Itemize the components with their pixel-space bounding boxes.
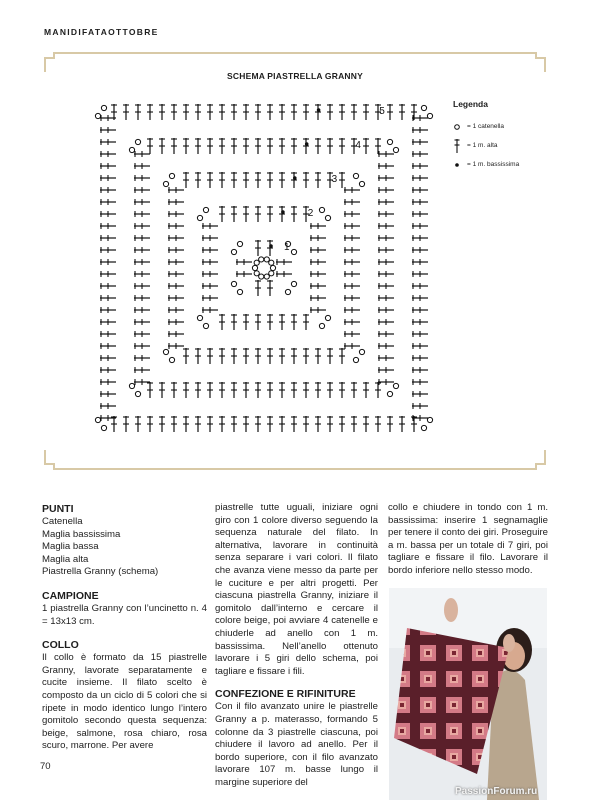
chain-symbol	[169, 357, 174, 362]
chain-symbol	[353, 173, 358, 178]
punti-heading: PUNTI	[42, 503, 74, 515]
punti-item: Maglia bassissima	[42, 528, 121, 540]
chain-symbol	[359, 349, 364, 354]
chain-symbol	[237, 241, 242, 246]
chain-symbol	[359, 181, 364, 186]
punti-item: Maglia bassa	[42, 541, 99, 553]
legend-label-double-crochet: = 1 m. alta	[467, 142, 498, 149]
chain-symbol	[169, 173, 174, 178]
punti-item: Catenella	[42, 516, 83, 527]
column-middle	[215, 502, 378, 789]
collo-text: Il collo è formato da 15 piastrelle Granny, lavorate separatamente e cucite insieme. Il filato scelto è composto da un ciclo di 5 colori che si ripete in modo identico lungo l’intero gomitolo secondo questa sequenza: beige, salmone, rosa chiaro, rosa scuro, marrone. Per avere	[42, 652, 207, 752]
chain-symbol	[325, 315, 330, 320]
chain-symbol	[325, 215, 330, 220]
chain-symbol	[270, 265, 275, 270]
campione-heading: CAMPIONE	[42, 589, 99, 602]
chain-symbol	[387, 391, 392, 396]
slip-stitch-symbol	[317, 108, 321, 112]
chain-symbol	[285, 289, 290, 294]
confezione-text-continued: collo e chiudere in tondo con 1 m. bassissima: inserire 1 segnamaglie per tenere il conto dei giri. Proseguire a m. bassa per un totale di 7 giri, poi tagliare e fissare il filo. Lavorare il bordo inferiore nello stesso modo.	[388, 502, 548, 576]
slip-stitch-dot-icon	[453, 158, 467, 172]
chain-symbol	[319, 323, 324, 328]
slip-stitch-symbol	[305, 142, 309, 146]
chain-symbol	[393, 147, 398, 152]
chart-title: SCHEMA PIASTRELLA GRANNY	[227, 71, 363, 81]
chain-symbol	[291, 281, 296, 286]
chain-symbol	[163, 181, 168, 186]
collo-heading: COLLO	[42, 639, 79, 652]
campione-text: 1 piastrella Granny con l’uncinetto n. 4 = 13x13 cm.	[42, 602, 207, 627]
chain-symbol	[203, 323, 208, 328]
chain-symbol	[254, 271, 259, 276]
chain-symbol	[129, 147, 134, 152]
legend-label-slip-stitch: = 1 m. bassissima	[467, 161, 520, 168]
chain-symbol	[264, 274, 269, 279]
legend-item-chain	[453, 117, 519, 136]
chain-symbol	[427, 417, 432, 422]
chain-symbol	[203, 207, 208, 212]
chain-symbol	[252, 265, 257, 270]
chain-symbol	[95, 113, 100, 118]
confezione-heading: CONFEZIONE E RIFINITURE	[215, 688, 356, 701]
double-crochet-icon	[453, 139, 467, 153]
chain-symbol	[135, 139, 140, 144]
chain-symbol	[291, 249, 296, 254]
magazine-header: MANIDIFATAOTTOBRE	[44, 27, 159, 37]
chain-symbol	[101, 425, 106, 430]
round-number-label: 5	[379, 106, 385, 117]
granny-square-diagram	[80, 92, 450, 452]
watermark: PassionForum.ru	[455, 786, 538, 797]
legend-item-slip-stitch	[453, 155, 519, 174]
chain-symbol	[269, 260, 274, 265]
legend-item-double-crochet	[453, 136, 519, 155]
model-photo	[389, 588, 547, 800]
legend-label-chain: = 1 catenella	[467, 123, 505, 130]
slip-stitch-symbol	[281, 210, 285, 214]
chain-symbol	[421, 105, 426, 110]
chain-symbol	[259, 257, 264, 262]
round-number-label: 3	[331, 174, 338, 185]
chain-symbol	[95, 417, 100, 422]
slip-stitch-symbol	[293, 176, 297, 180]
chain-symbol	[237, 289, 242, 294]
page-number: 70	[40, 761, 51, 772]
chain-symbol	[101, 105, 106, 110]
round-number-label: 4	[355, 140, 361, 151]
chain-circle-icon	[453, 120, 467, 134]
chain-symbol	[421, 425, 426, 430]
chain-symbol	[231, 249, 236, 254]
column-right	[388, 502, 548, 578]
chain-symbol	[393, 383, 398, 388]
chain-symbol	[353, 357, 358, 362]
chain-symbol	[427, 113, 432, 118]
collo-text-continued: piastrelle tutte uguali, iniziare ogni giro con 1 colore diverso seguendo la sequenza naturale del filato. In alternativa, lavorare in continuità senza separare i vari colori. Il filato che avanza viene messo da parte per le cuciture e per altri progetti. Per ciascuna piastrella Granny, iniziare il gomitolo dall’interno e cercare il colore beige, poi avviare 4 catenelle e chiuderle ad anello con 1 m. bassissima. Nell’anello ottenuto lavorare i 5 giri dello schema, poi tagliare e fissare i fili.	[215, 502, 378, 677]
confezione-text: Con il filo avanzato unire le piastrelle Granny a p. materasso, formando 5 colonne da 3 piastrelle ciascuna, poi chiudere il lavoro ad anello. Per il bordo superiore, con il filo avanzato lavorare 107 m. basse lungo il margine superiore del	[215, 701, 378, 788]
chain-symbol	[129, 383, 134, 388]
slip-stitch-symbol	[269, 244, 273, 248]
chain-symbol	[319, 207, 324, 212]
chain-symbol	[163, 349, 168, 354]
round-number-label: 2	[307, 208, 314, 219]
column-left	[42, 502, 207, 753]
punti-item: Piastrella Granny (schema)	[42, 566, 159, 578]
chain-symbol	[387, 139, 392, 144]
chain-symbol	[135, 391, 140, 396]
round-number-label: 1	[284, 242, 290, 253]
chain-symbol	[197, 315, 202, 320]
legend-title: Legenda	[453, 99, 488, 109]
punti-item: Maglia alta	[42, 553, 89, 565]
chain-symbol	[231, 281, 236, 286]
chain-symbol	[197, 215, 202, 220]
legend	[453, 99, 519, 174]
